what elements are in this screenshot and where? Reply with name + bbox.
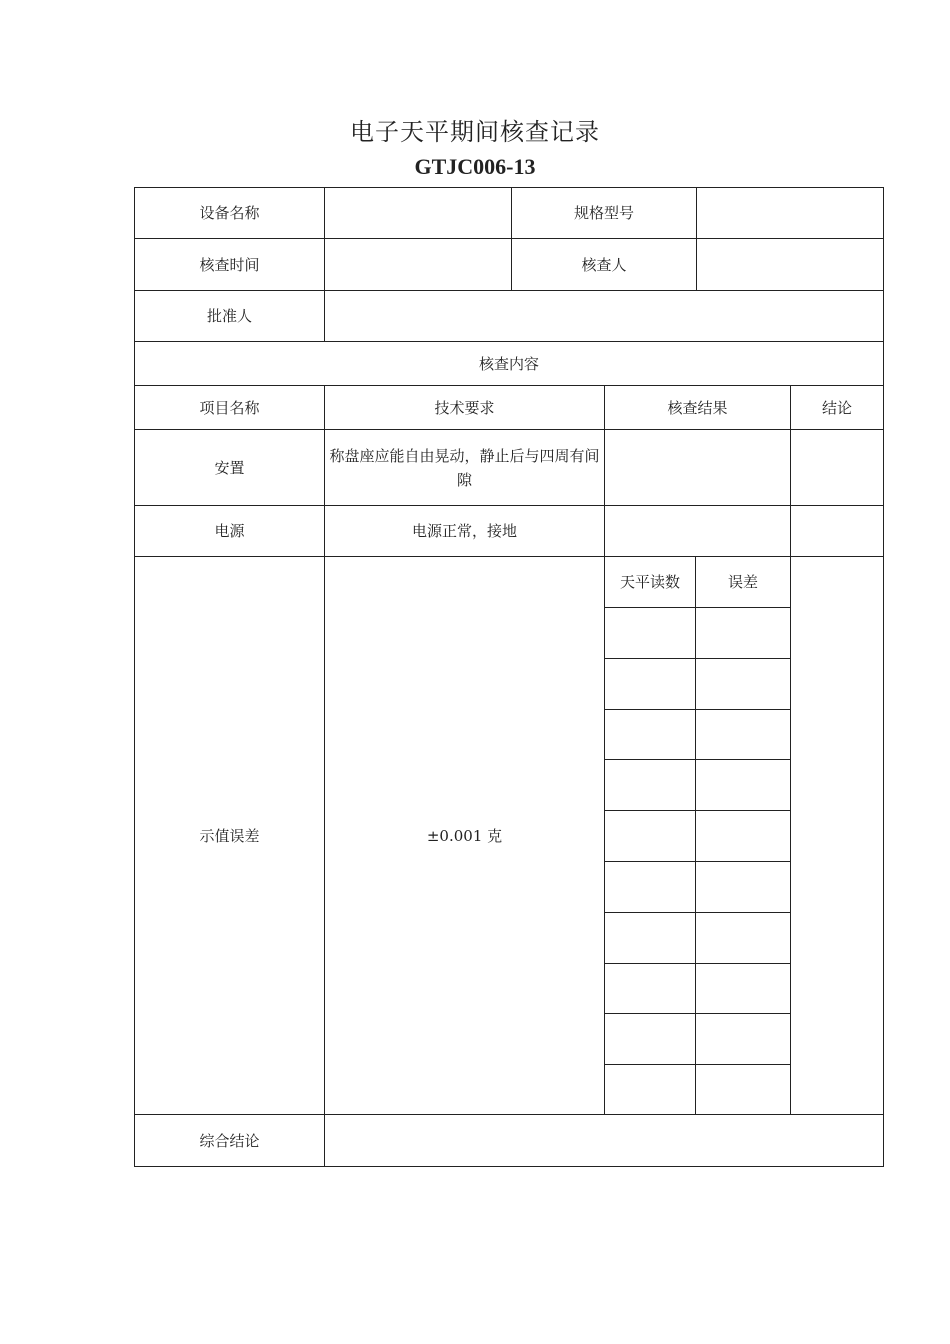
model-label: 规格型号 [511, 187, 697, 239]
error-cell[interactable] [695, 759, 791, 811]
column-header-conclusion: 结论 [790, 385, 884, 430]
check-time-label: 核查时间 [134, 238, 325, 291]
error-cell[interactable] [695, 861, 791, 913]
overall-conclusion-field[interactable] [324, 1114, 884, 1167]
model-field[interactable] [696, 187, 884, 239]
error-cell[interactable] [695, 810, 791, 862]
error-cell[interactable] [695, 607, 791, 659]
reading-cell[interactable] [604, 759, 696, 811]
error-cell[interactable] [695, 912, 791, 964]
content-header: 核查内容 [134, 341, 884, 386]
placement-item: 安置 [134, 429, 325, 506]
power-result-field[interactable] [604, 505, 791, 557]
indication-item: 示值误差 [134, 556, 325, 1115]
placement-result-field[interactable] [604, 429, 791, 506]
error-cell[interactable] [695, 963, 791, 1014]
reading-header: 天平读数 [604, 556, 696, 608]
device-name-field[interactable] [324, 187, 512, 239]
placement-conclusion-field[interactable] [790, 429, 884, 506]
indication-requirement: ±0.001 克 [324, 556, 605, 1115]
checker-label: 核查人 [511, 238, 697, 291]
reading-cell[interactable] [604, 1064, 696, 1116]
power-conclusion-field[interactable] [790, 505, 884, 557]
check-time-field[interactable] [324, 238, 512, 291]
reading-cell[interactable] [604, 963, 696, 1014]
approver-label: 批准人 [134, 290, 325, 342]
reading-cell[interactable] [604, 709, 696, 760]
reading-cell[interactable] [604, 810, 696, 862]
indication-conclusion-field[interactable] [790, 556, 884, 1115]
reading-cell[interactable] [604, 861, 696, 913]
column-header-result: 核查结果 [604, 385, 791, 430]
column-header-item: 项目名称 [134, 385, 325, 430]
reading-cell[interactable] [604, 607, 696, 659]
checker-field[interactable] [696, 238, 884, 291]
power-item: 电源 [134, 505, 325, 557]
approver-field[interactable] [324, 290, 884, 342]
error-cell[interactable] [695, 658, 791, 710]
document-title: 电子天平期间核查记录 [350, 118, 600, 146]
error-cell[interactable] [695, 1064, 791, 1116]
error-cell[interactable] [695, 709, 791, 760]
error-header: 误差 [695, 556, 791, 608]
power-requirement: 电源正常，接地 [324, 505, 605, 557]
device-name-label: 设备名称 [134, 187, 325, 239]
reading-cell[interactable] [604, 1013, 696, 1065]
error-cell[interactable] [695, 1013, 791, 1065]
reading-cell[interactable] [604, 912, 696, 964]
document-code: GTJC006-13 [414, 154, 536, 179]
reading-cell[interactable] [604, 658, 696, 710]
placement-requirement: 称盘座应能自由晃动，静止后与四周有间隙 [324, 429, 605, 506]
column-header-requirement: 技术要求 [324, 385, 605, 430]
overall-conclusion-label: 综合结论 [134, 1114, 325, 1167]
